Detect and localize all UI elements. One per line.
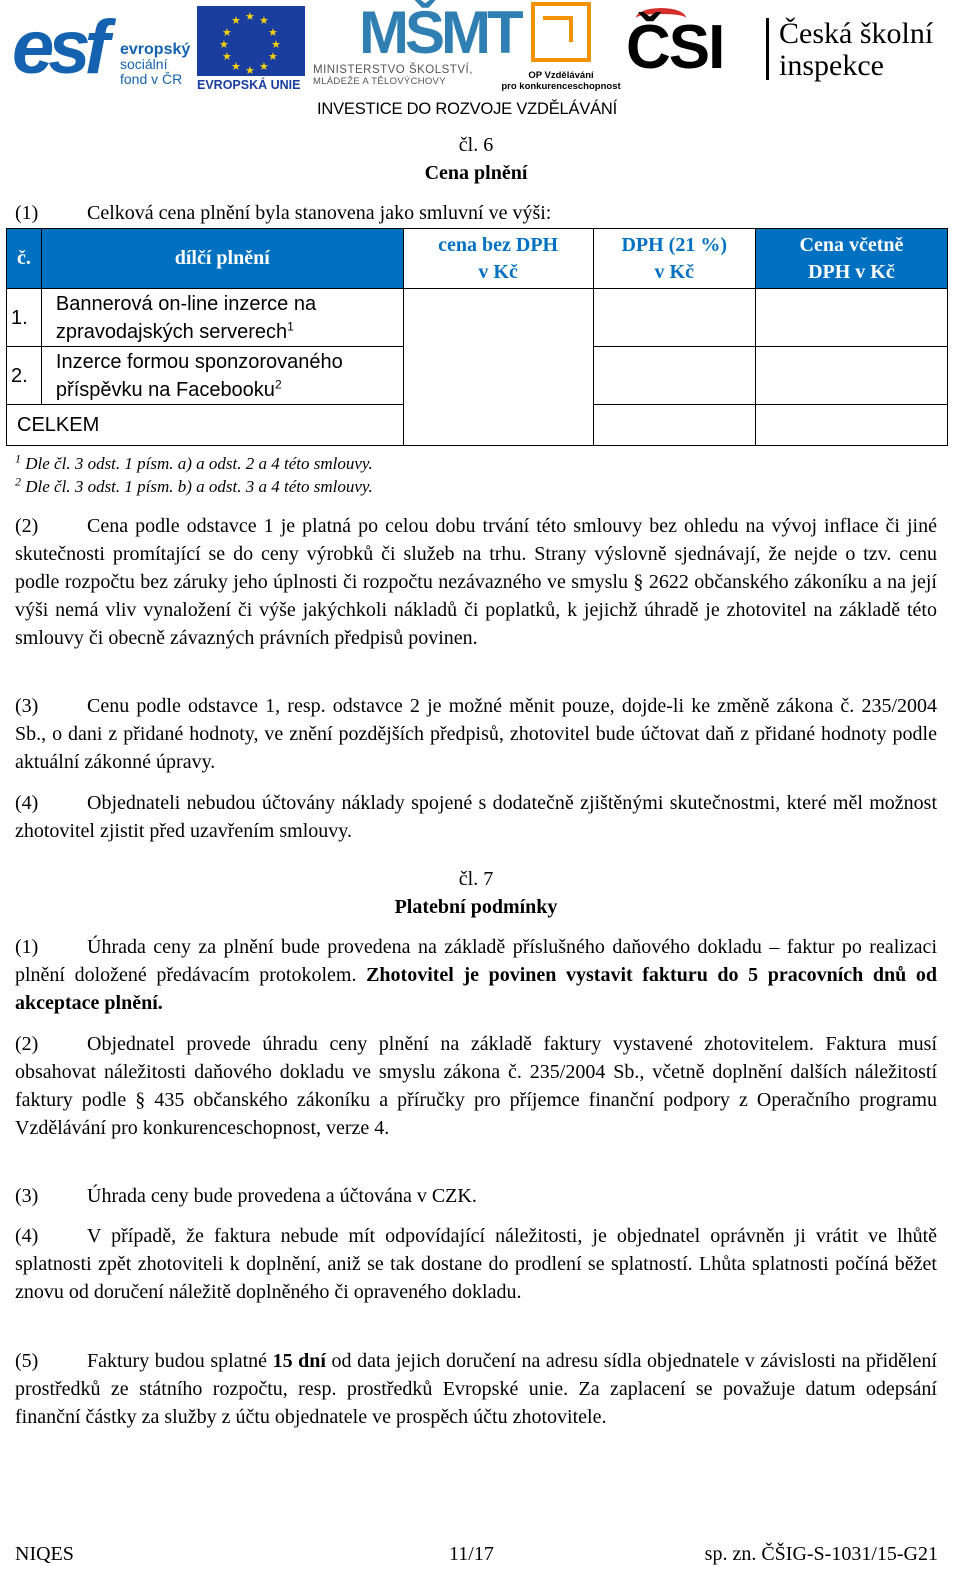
paragraph-text: Objednatel provede úhradu ceny plnění na základě faktury vystavené zhotovitelem. Faktura musí obsahovat náležitosti daňového dokladu ve smyslu zákona č. 235/2004 Sb., včetně doplnění dalších náležitostí faktury podle § 435 občanského zákoníku a příručky pro příjemce finanční podpory z Operačního programu Vzdělávání pro konkurenceschopnost, verze 4. [15,1033,937,1139]
article-6-number: čl. 6 [458,134,494,156]
row-num: 1. [7,289,42,347]
esf-line-1: evropský [120,41,191,58]
paragraph-number: (3) [15,1185,39,1207]
investice-slogan: INVESTICE DO ROZVOJE VZDĚLÁVÁNÍ [317,100,618,118]
paragraph-text: Objednateli nebudou účtovány náklady spojené s dodatečně zjištěnými skutečnostmi, které měl možnost zhotovitel zjistit před uzavřením smlouvy. [15,792,937,842]
row-item-line-1: Inzerce formou sponzorovaného [55,350,343,373]
footnote-1 [15,453,373,475]
table-header-row [7,229,948,289]
csi-logo-mark: ČSI [626,13,724,82]
paragraph-text: Úhrada ceny bude provedena a účtována v CZK. [87,1185,477,1207]
opvk-caption [500,70,622,92]
paragraph-number: (1) [15,936,39,958]
paragraph-bold-text: Zhotovitel je povinen vystavit fakturu do 5 pracovních dnů od akceptace plnění. [15,964,937,1014]
row-total-cell [755,289,947,347]
reference-number: sp. zn. ČŠIG-S-1031/15-G21 [704,1543,938,1565]
eu-logo [197,6,307,96]
row-num: 2. [7,347,42,405]
header-vat-line-1: DPH (21 %) [621,233,728,256]
csi-name-2: inspekce [779,49,884,82]
esf-line-2: sociální [120,56,168,72]
row-item [41,289,403,347]
footnote-1-marker: 1 [15,451,21,466]
row-item [41,347,403,405]
header-total-line-2: DPH v Kč [808,260,895,283]
table-row [7,347,948,405]
paragraph-number: (2) [15,515,39,537]
paragraph-number: (4) [15,792,39,814]
total-price-cell [403,405,593,446]
row-footnote-ref: 2 [274,376,282,391]
footnote-2 [15,476,373,498]
article-7-paragraph-2 [15,1030,937,1142]
table-row [7,289,948,347]
page-number: 11/17 [449,1543,494,1565]
header-vat-line-2: v Kč [654,260,694,283]
paragraph-text: Cena podle odstavce 1 je platná po celou dobu trvání této smlouvy bez ohledu na vývoj inflace či jiné skutečnosti promítající se do ceny výrobků či služeb na trhu. Strany výslovně sjednávají, že nejde o tzv. cenu podle rozpočtu bez záruky jeho úplnosti či rozpočtu nezávazného ve smyslu § 2622 občanského zákoníku a na její výši nemá vliv vynaložení či výše jakýchkoli nákladů či poplatků, k jejichž úhradě je zhotovitel na základě této smlouvy či obecně závazných právních předpisů povinen. [15,515,937,649]
paragraph-text: V případě, že faktura nebude mít odpovídající náležitosti, je objednatel oprávněn ji vrátit ve lhůtě splatnosti zpět zhotoviteli k doplnění, aniž se tak dostane do prodlení se splatností. Lhůta splatnosti počíná běžet znovu od doručení náležitě doplněného či opraveného dokladu. [15,1225,937,1303]
eu-flag-icon: ★ ★ ★ ★ ★ ★ ★ ★ ★ ★ ★ ★ [197,6,305,76]
csi-divider [766,18,769,80]
paragraph-text-continued: od data jejich doručení na adresu sídla objednatele v závislosti na přidělení prostředků ze státního rozpočtu, resp. prostředků Evropské unie. Za zaplacení se považuje datum odepsání finanční částky za služby z účtu objednatele ve prospěch účtu zhotovitele. [15,1350,937,1428]
article-7-paragraph-5 [15,1347,937,1431]
row-price-cell [403,289,593,347]
row-vat-cell [593,347,755,405]
paragraph-text: Faktury budou splatné [87,1350,273,1372]
article-7-paragraph-1 [15,933,937,1017]
row-price-cell [403,347,593,405]
opvk-caption-2: pro konkurenceschopnost [501,81,621,92]
row-vat-cell [593,289,755,347]
esf-line-3: fond v ČR [120,71,183,87]
article-6-paragraph-1 [15,201,551,225]
header-price-line-1: cena bez DPH [438,233,559,256]
msmt-caption-1: MINISTERSTVO ŠKOLSTVÍ, [313,64,473,76]
article-7-number: čl. 7 [458,868,494,890]
opvk-logo [500,2,622,97]
footnote-2-text: Dle čl. 3 odst. 1 písm. b) a odst. 3 a 4 této smlouvy. [21,477,373,496]
csi-name [779,18,933,82]
article-6-paragraph-2 [15,512,937,652]
article-6-paragraph-3 [15,692,937,776]
esf-logo-text [120,42,190,87]
esf-logo-mark: esf [12,5,104,90]
msmt-logo [313,0,520,97]
paragraph-text: Úhrada ceny za plnění bude provedena na základě příslušného daňového dokladu – faktur po realizaci plnění doložené předávacím protokolem. [15,936,937,986]
article-7-paragraph-3 [15,1182,937,1210]
price-table [6,228,948,446]
paragraph-text: Cenu podle odstavce 1, resp. odstavce 2 je možné měnit pouze, dojde-li ke změně zákona č. 235/2004 Sb., o dani z přidané hodnoty, ve znění pozdějších předpisů, zhotovitel bude účtovat daň z přidané hodnoty podle aktuální zákonné úpravy. [15,695,937,773]
paragraph-bold-text: 15 dní [272,1350,326,1372]
header-total [755,229,947,289]
header-price [403,229,593,289]
article-6-title: Cena plnění [424,162,528,184]
total-vat-cell [593,405,755,446]
article-7-title: Platební podmínky [394,896,558,918]
paragraph-number: (5) [15,1350,39,1372]
csi-logo [626,8,956,88]
paragraph-number: (1) [15,202,39,224]
header-num: č. [7,229,42,289]
row-total-cell [755,347,947,405]
row-item-line-2: zpravodajských serverech [55,320,288,343]
paragraph-text: Celková cena plnění byla stanovena jako smluvní ve výši: [87,202,552,224]
table-total-row [7,405,948,446]
msmt-caption-2: MLÁDEŽE A TĚLOVÝCHOVY [313,76,446,87]
footnote-2-marker: 2 [15,474,21,489]
opvk-caption-1: OP Vzdělávání [528,70,594,81]
paragraph-number: (4) [15,1225,39,1247]
footer-left: NIQES [15,1543,74,1565]
header-total-line-1: Cena včetně [799,233,904,256]
eu-caption: EVROPSKÁ UNIE [197,78,301,92]
row-item-line-2: příspěvku na Facebooku [55,378,275,401]
row-footnote-ref: 1 [287,318,294,333]
footnote-1-text: Dle čl. 3 odst. 1 písm. a) a odst. 2 a 4 této smlouvy. [21,454,373,473]
opvk-icon [531,2,591,62]
total-label: CELKEM [7,405,404,446]
header-price-line-2: v Kč [478,260,518,283]
row-item-line-1: Bannerová on-line inzerce na [55,292,317,315]
paragraph-number: (2) [15,1033,39,1055]
esf-logo [12,5,192,96]
csi-name-1: Česká školní [779,17,934,50]
header-item: dílčí plnění [41,229,403,289]
article-6-paragraph-4 [15,789,937,845]
logo-header [0,0,960,125]
article-7-paragraph-4 [15,1222,937,1306]
header-vat [593,229,755,289]
total-total-cell [755,405,947,446]
msmt-logo-mark: MŠMT [359,0,520,66]
paragraph-number: (3) [15,695,39,717]
